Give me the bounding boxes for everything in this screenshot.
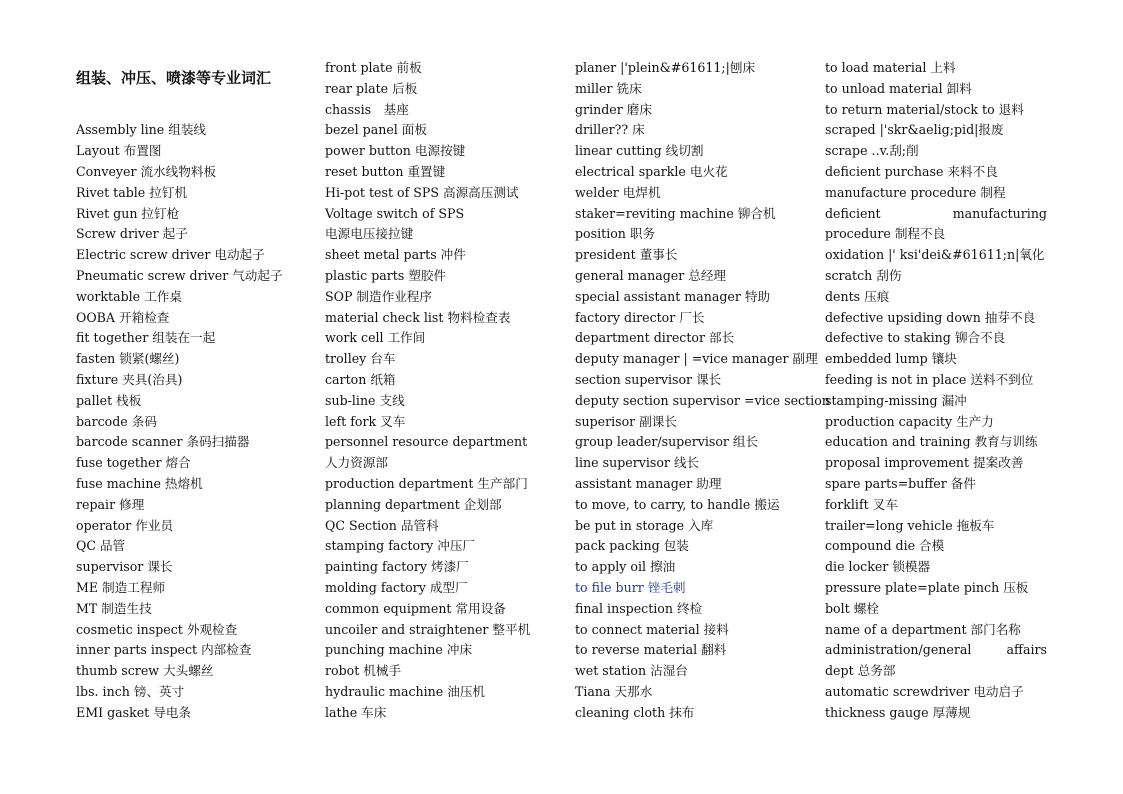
vocab-entry: spare parts=buffer 备件 bbox=[825, 475, 976, 491]
vocab-entry: QC 品管 bbox=[76, 538, 126, 554]
vocab-entry: scratch 刮伤 bbox=[825, 267, 902, 283]
vocab-entry: position 职务 bbox=[575, 226, 656, 242]
vocab-entry: sub-line 支线 bbox=[325, 392, 405, 408]
vocab-entry: barcode 条码 bbox=[76, 413, 157, 429]
vocab-entry: line supervisor 线长 bbox=[575, 455, 700, 471]
vocab-entry: oxidation |' ksi'dei&#61611;n|氧化 bbox=[825, 247, 1045, 263]
vocab-entry: manufacture procedure 制程 bbox=[825, 184, 1006, 200]
vocab-entry: administration/general affairs dept 总务部 bbox=[825, 642, 1060, 679]
vocab-entry: OOBA 开箱检查 bbox=[76, 309, 170, 325]
vocab-entry: fuse machine 热熔机 bbox=[76, 475, 203, 491]
vocab-entry: work cell 工作间 bbox=[325, 330, 426, 346]
vocab-entry: Voltage switch of SPS bbox=[325, 205, 465, 221]
vocab-entry: to reverse material 翻料 bbox=[575, 642, 727, 658]
vocab-entry: to load material 上料 bbox=[825, 60, 956, 75]
vocab-entry: pallet 栈板 bbox=[76, 392, 142, 408]
vocab-entry: proposal improvement 提案改善 bbox=[825, 455, 1024, 471]
vocab-entry: uncoiler and straightener 整平机 bbox=[325, 621, 531, 637]
vocab-entry: lbs. inch 镑、英寸 bbox=[76, 683, 185, 699]
vocab-entry: worktable 工作桌 bbox=[76, 288, 182, 304]
vocab-entry: deficient manufacturing procedure 制程不良 bbox=[825, 205, 1047, 242]
vocab-entry: EMI gasket 导电条 bbox=[76, 704, 192, 720]
vocab-entry: die locker 锁模器 bbox=[825, 559, 931, 575]
vocab-entry: production department 生产部门 bbox=[325, 475, 528, 491]
vocab-entry: repair 修理 bbox=[76, 496, 145, 512]
vocab-entry: cosmetic inspect 外观检查 bbox=[76, 621, 238, 637]
vocab-entry: factory director 厂长 bbox=[575, 309, 705, 325]
vocab-entry: Assembly line 组装线 bbox=[76, 122, 207, 138]
vocab-entry: deputy manager | =vice manager 副理 bbox=[575, 351, 818, 367]
vocab-entry: production capacity 生产力 bbox=[825, 413, 994, 429]
vocab-entry: QC Section 品管科 bbox=[325, 517, 439, 533]
vocab-entry: plastic parts 塑胶件 bbox=[325, 267, 447, 283]
vocab-entry: automatic screwdriver 电动启子 bbox=[825, 683, 1024, 699]
vocab-entry: forklift 叉车 bbox=[825, 496, 898, 512]
vocab-entry: trolley 台车 bbox=[325, 351, 396, 367]
vocab-entry: defective to staking 铆合不良 bbox=[825, 330, 1006, 346]
vocab-entry: driller?? 床 bbox=[575, 122, 645, 138]
vocab-entry: president 董事长 bbox=[575, 247, 678, 263]
vocab-entry: bezel panel 面板 bbox=[325, 122, 427, 138]
vocab-entry: deputy section supervisor =vice section bbox=[575, 392, 830, 408]
vocab-entry: Screw driver 起子 bbox=[76, 226, 188, 242]
vocab-entry: personnel resource department bbox=[325, 434, 528, 450]
vocab-entry: to move, to carry, to handle 搬运 bbox=[575, 496, 780, 512]
vocab-entry: to connect material 接料 bbox=[575, 621, 729, 637]
vocab-entry: linear cutting 线切割 bbox=[575, 143, 704, 159]
vocab-entry: group leader/supervisor 组长 bbox=[575, 434, 759, 450]
vocab-entry: section supervisor 课长 bbox=[575, 371, 722, 387]
vocab-entry: feeding is not in place 送料不到位 bbox=[825, 371, 1034, 387]
vocab-entry: compound die 合模 bbox=[825, 538, 945, 554]
vocab-entry: scrape ..v.刮;削 bbox=[825, 143, 919, 159]
vocab-entry: to return material/stock to 退料 bbox=[825, 101, 1024, 117]
vocab-entry: ME 制造工程师 bbox=[76, 579, 166, 595]
vocab-entry: to apply oil 擦油 bbox=[575, 559, 676, 575]
vocab-entry: grinder 磨床 bbox=[575, 101, 652, 117]
vocab-entry: SOP 制造作业程序 bbox=[325, 288, 432, 304]
vocab-entry: chassis 基座 bbox=[325, 101, 409, 117]
vocab-entry: trailer=long vehicle 拖板车 bbox=[825, 517, 995, 533]
vocab-entry: 电源电压接拉键 bbox=[325, 226, 414, 242]
vocab-entry: operator 作业员 bbox=[76, 517, 174, 533]
vocab-entry: bolt 螺栓 bbox=[825, 600, 879, 616]
vocab-entry: front plate 前板 bbox=[325, 60, 422, 75]
vocab-entry: general manager 总经理 bbox=[575, 267, 727, 283]
column-2 bbox=[325, 58, 565, 724]
vocab-entry: wet station 沾湿台 bbox=[575, 663, 688, 679]
vocab-entry: thickness gauge 厚薄规 bbox=[825, 704, 971, 720]
vocab-entry: material check list 物料检查表 bbox=[325, 309, 511, 325]
vocab-entry: Pneumatic screw driver 气动起子 bbox=[76, 267, 283, 283]
vocab-entry: Rivet table 拉钉机 bbox=[76, 184, 188, 200]
vocab-entry: inner parts inspect 内部检查 bbox=[76, 642, 252, 658]
vocab-entry: supervisor 课长 bbox=[76, 559, 173, 575]
vocab-entry: reset button 重置键 bbox=[325, 163, 446, 179]
column-4 bbox=[825, 58, 1060, 724]
vocab-entry: miller 铣床 bbox=[575, 80, 642, 96]
vocab-entry: dents 压痕 bbox=[825, 288, 890, 304]
vocab-entry: final inspection 终检 bbox=[575, 600, 703, 616]
vocab-entry: sheet metal parts 冲件 bbox=[325, 247, 466, 263]
vocab-entry: electrical sparkle 电火花 bbox=[575, 163, 728, 179]
vocab-entry: welder 电焊机 bbox=[575, 184, 661, 200]
vocab-entry: painting factory 烤漆厂 bbox=[325, 559, 469, 575]
vocab-entry: common equipment 常用设备 bbox=[325, 600, 506, 616]
column-1 bbox=[76, 58, 316, 724]
vocab-entry: defective upsiding down 抽芽不良 bbox=[825, 309, 1036, 325]
vocab-entry: planning department 企划部 bbox=[325, 496, 502, 512]
vocab-entry: to unload material 卸料 bbox=[825, 80, 972, 96]
vocab-entry: 人力资源部 bbox=[325, 455, 388, 471]
vocab-entry: embedded lump 镶块 bbox=[825, 351, 957, 367]
vocab-entry: name of a department 部门名称 bbox=[825, 621, 1021, 637]
vocab-entry: special assistant manager 特助 bbox=[575, 288, 771, 304]
vocab-entry: fuse together 熔合 bbox=[76, 455, 191, 471]
vocab-entry: power button 电源按键 bbox=[325, 143, 466, 159]
vocab-entry: lathe 车床 bbox=[325, 704, 387, 720]
vocab-entry: pack packing 包装 bbox=[575, 538, 689, 554]
vocab-entry: be put in storage 入库 bbox=[575, 517, 714, 533]
vocab-entry: rear plate 后板 bbox=[325, 80, 418, 96]
vocab-entry: cleaning cloth 抹布 bbox=[575, 704, 695, 720]
vocab-entry: barcode scanner 条码扫描器 bbox=[76, 434, 250, 450]
vocab-entry: Tiana 天那水 bbox=[575, 683, 653, 699]
vocab-entry: fit together 组装在一起 bbox=[76, 330, 216, 346]
document-title: 组装、冲压、喷漆等专业词汇 bbox=[76, 69, 272, 87]
vocab-entry: deficient purchase 来料不良 bbox=[825, 163, 998, 179]
vocab-entry: stamping-missing 漏冲 bbox=[825, 392, 967, 408]
vocab-entry: fasten 锁紧(螺丝) bbox=[76, 351, 180, 367]
vocab-entry: Conveyer 流水线物料板 bbox=[76, 163, 217, 179]
vocab-entry: carton 纸箱 bbox=[325, 371, 396, 387]
vocab-entry: Rivet gun 拉钉枪 bbox=[76, 205, 180, 221]
vocab-entry: robot 机械手 bbox=[325, 663, 402, 679]
vocab-entry: fixture 夹具(治具) bbox=[76, 371, 183, 387]
vocab-entry: assistant manager 助理 bbox=[575, 475, 722, 491]
vocab-entry: Layout 布置图 bbox=[76, 143, 162, 159]
vocab-entry: superisor 副课长 bbox=[575, 413, 677, 429]
vocab-entry: Hi-pot test of SPS 高源高压测试 bbox=[325, 184, 519, 200]
vocab-entry: staker=reviting machine 铆合机 bbox=[575, 205, 776, 221]
column-3 bbox=[575, 58, 830, 724]
vocab-entry: department director 部长 bbox=[575, 330, 735, 346]
vocab-entry: hydraulic machine 油压机 bbox=[325, 683, 486, 699]
vocab-entry: thumb screw 大头螺丝 bbox=[76, 663, 214, 679]
vocab-entry: Electric screw driver 电动起子 bbox=[76, 247, 265, 263]
vocab-entry: pressure plate=plate pinch 压板 bbox=[825, 579, 1029, 595]
vocab-entry: stamping factory 冲压厂 bbox=[325, 538, 476, 554]
vocab-entry: to file burr 锉毛刺 bbox=[575, 579, 686, 595]
vocab-entry: education and training 教育与训练 bbox=[825, 434, 1038, 450]
vocab-entry: left fork 叉车 bbox=[325, 413, 406, 429]
vocab-entry: molding factory 成型厂 bbox=[325, 579, 468, 595]
vocab-entry: MT 制造生技 bbox=[76, 600, 152, 616]
vocab-entry: planer |'plein&#61611;|刨床 bbox=[575, 60, 756, 75]
vocab-entry: scraped |'skr&aelig;pid|报废 bbox=[825, 122, 1004, 138]
vocab-entry: punching machine 冲床 bbox=[325, 642, 473, 658]
